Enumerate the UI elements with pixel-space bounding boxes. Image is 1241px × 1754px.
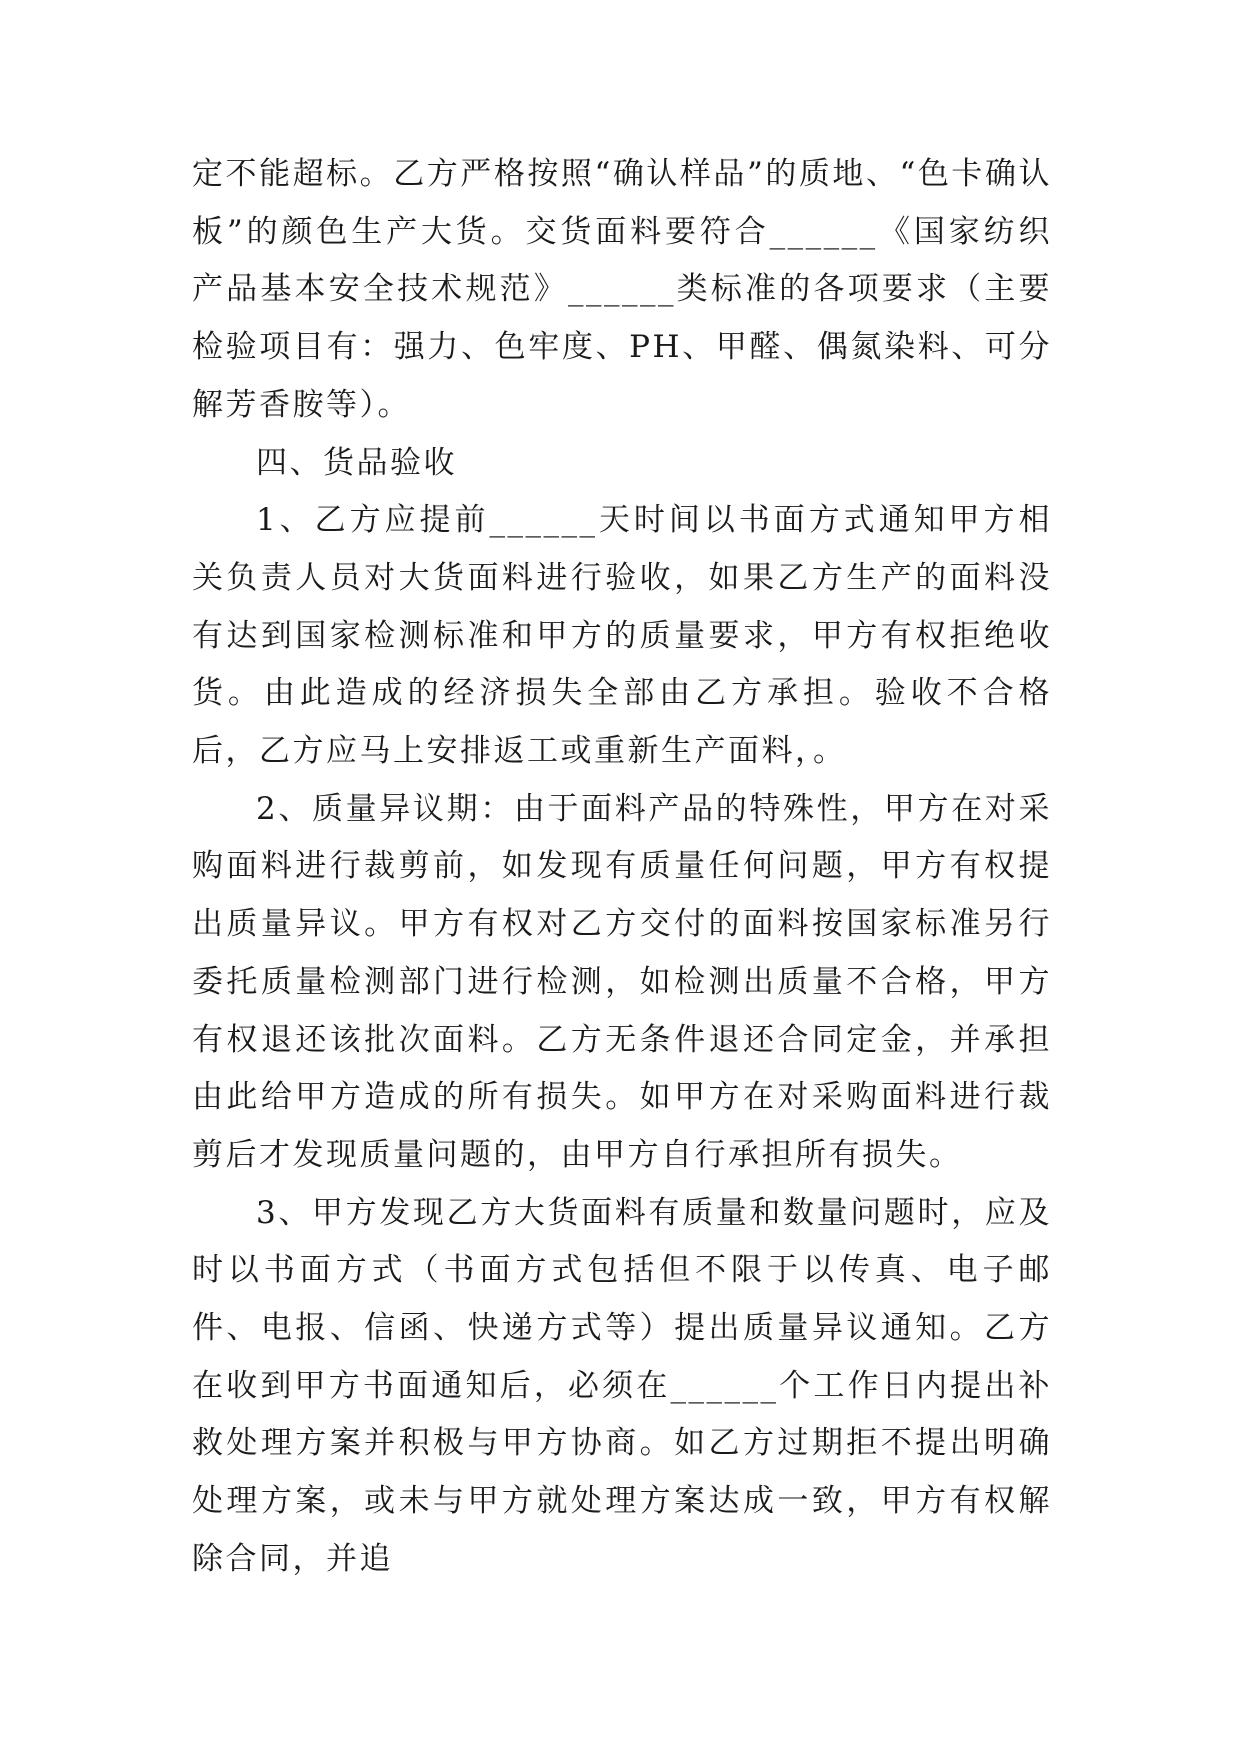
section-heading-goods-acceptance: 四、货品验收 (256, 444, 457, 481)
paragraph-clause-3: 3、甲方发现乙方大货面料有质量和数量问题时，应及时以书面方式（书面方式包括但不限于以传真、电子邮件、电报、信函、快递方式等）提出质量异议通知。乙方在收到甲方书面通知后，必须在______个工作日内提出补救处理方案并积极与甲方协商。如乙方过期拒不提出明确处理方案，或未与甲方就处理方案达成一致，甲方有权解除合同，并追 (192, 1194, 1052, 1577)
paragraph-clause-1: 1、乙方应提前______天时间以书面方式通知甲方相关负责人员对大货面料进行验收，如果乙方生产的面料没有达到国家检测标准和甲方的质量要求，甲方有权拒绝收货。由此造成的经济损失全部由乙方承担。验收不合格后，乙方应马上安排返工或重新生产面料，。 (192, 502, 1052, 770)
paragraph-clause-2: 2、质量异议期：由于面料产品的特殊性，甲方在对采购面料进行裁剪前，如发现有质量任何问题，甲方有权提出质量异议。甲方有权对乙方交付的面料按国家标准另行委托质量检测部门进行检测，如检测出质量不合格，甲方有权退还该批次面料。乙方无条件退还合同定金，并承担由此给甲方造成的所有损失。如甲方在对采购面料进行裁剪后才发现质量问题的，由甲方自行承担所有损失。 (192, 790, 1052, 1173)
paragraph-quality-standard: 定不能超标。乙方严格按照“确认样品”的质地、“色卡确认板”的颜色生产大货。交货面料要符合______《国家纺织产品基本安全技术规范》______类标准的各项要求（主要检验项目有：强力、色牢度、PH、甲醛、偶氮染料、可分解芳香胺等）。 (192, 156, 1052, 423)
document-page (192, 146, 1052, 1589)
